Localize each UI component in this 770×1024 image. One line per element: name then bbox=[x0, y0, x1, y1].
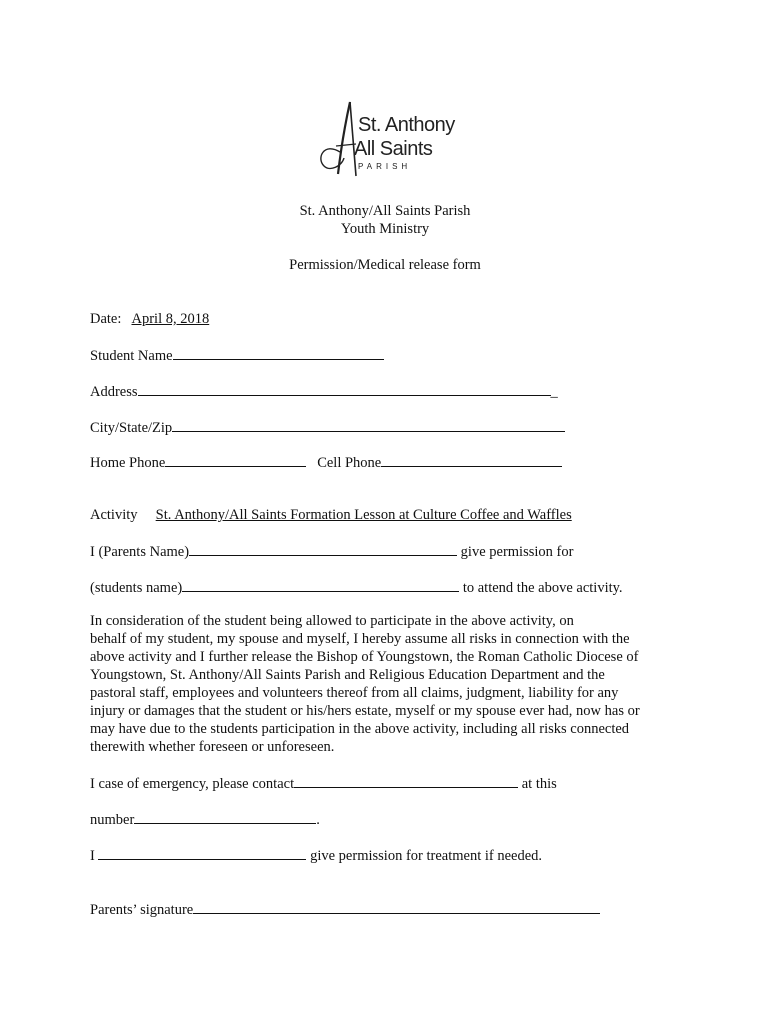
students-name-row bbox=[90, 578, 623, 597]
release-line: injury or damages that the student or his/hers estate, myself or my spouse ever had, now has or bbox=[90, 703, 640, 719]
date-label: Date: bbox=[90, 311, 122, 327]
release-line: behalf of my student, my spouse and myself, I hereby assume all risks in connection with the bbox=[90, 631, 630, 647]
parish-logo bbox=[314, 100, 454, 178]
emergency-label: I case of emergency, please contact bbox=[90, 776, 295, 792]
at-this-text: at this bbox=[521, 776, 557, 792]
student-name-field[interactable] bbox=[173, 346, 384, 360]
emergency-number-field[interactable] bbox=[134, 810, 316, 824]
cell-phone-field[interactable] bbox=[381, 453, 562, 467]
release-line: above activity and I further release the Bishop of Youngstown, the Roman Catholic Diocese of bbox=[90, 649, 639, 665]
parents-name-row bbox=[90, 542, 573, 561]
release-line: In consideration of the student being allowed to participate in the above activity, on bbox=[90, 613, 574, 629]
form-title: Permission/Medical release form bbox=[289, 257, 481, 273]
date-row bbox=[90, 311, 209, 328]
signature-label: Parents’ signature bbox=[90, 902, 194, 918]
release-line: therewith whether foreseen or unforeseen. bbox=[90, 739, 335, 755]
logo-text-st-anthony: St. Anthony bbox=[358, 114, 455, 136]
number-tail: . bbox=[316, 812, 320, 828]
city-state-zip-field[interactable] bbox=[172, 418, 565, 432]
cell-phone-label: Cell Phone bbox=[317, 455, 382, 471]
student-name-row bbox=[90, 346, 384, 365]
number-label: number bbox=[90, 812, 135, 828]
signature-row bbox=[90, 900, 600, 919]
number-row bbox=[90, 810, 320, 829]
students-name-label: (students name) bbox=[90, 580, 183, 596]
ministry-name: Youth Ministry bbox=[340, 221, 430, 237]
release-paragraph bbox=[90, 612, 680, 756]
home-phone-label: Home Phone bbox=[90, 455, 166, 471]
attend-text: to attend the above activity. bbox=[462, 580, 623, 596]
logo-text-all-saints: All Saints bbox=[354, 138, 433, 160]
parents-name-field[interactable] bbox=[189, 542, 457, 556]
home-phone-field[interactable] bbox=[165, 453, 306, 467]
release-line: Youngstown, St. Anthony/All Saints Parish and Religious Education Department and the bbox=[90, 667, 605, 683]
student-name-label: Student Name bbox=[90, 348, 173, 364]
org-name: St. Anthony/All Saints Parish bbox=[299, 203, 471, 219]
address-field[interactable] bbox=[138, 382, 551, 396]
address-row bbox=[90, 382, 558, 401]
parents-name-label: I (Parents Name) bbox=[90, 544, 190, 560]
address-label: Address bbox=[90, 384, 138, 400]
emergency-contact-field[interactable] bbox=[294, 774, 518, 788]
treatment-name-field[interactable] bbox=[98, 846, 306, 860]
activity-row bbox=[90, 507, 572, 524]
treatment-prefix: I bbox=[90, 848, 95, 864]
treatment-text: give permission for treatment if needed. bbox=[310, 848, 543, 864]
parents-signature-field[interactable] bbox=[193, 900, 600, 914]
activity-label: Activity bbox=[90, 507, 138, 523]
activity-value[interactable]: St. Anthony/All Saints Formation Lesson at Culture Coffee and Waffles bbox=[155, 507, 572, 523]
emergency-row bbox=[90, 774, 557, 793]
give-permission-text: give permission for bbox=[460, 544, 574, 560]
date-value[interactable]: April 8, 2018 bbox=[131, 311, 210, 327]
release-line: may have due to the students participation in the above activity, including all risks connected bbox=[90, 721, 630, 737]
treatment-row bbox=[90, 846, 542, 865]
city-state-zip-label: City/State/Zip bbox=[90, 420, 173, 436]
logo-text-parish: PARISH bbox=[358, 162, 412, 171]
release-line: pastoral staff, employees and volunteers thereof from all claims, judgment, liability for any bbox=[90, 685, 619, 701]
phone-row bbox=[90, 453, 562, 472]
students-name-field[interactable] bbox=[182, 578, 459, 592]
address-tail: _ bbox=[550, 384, 558, 400]
city-row bbox=[90, 418, 565, 437]
